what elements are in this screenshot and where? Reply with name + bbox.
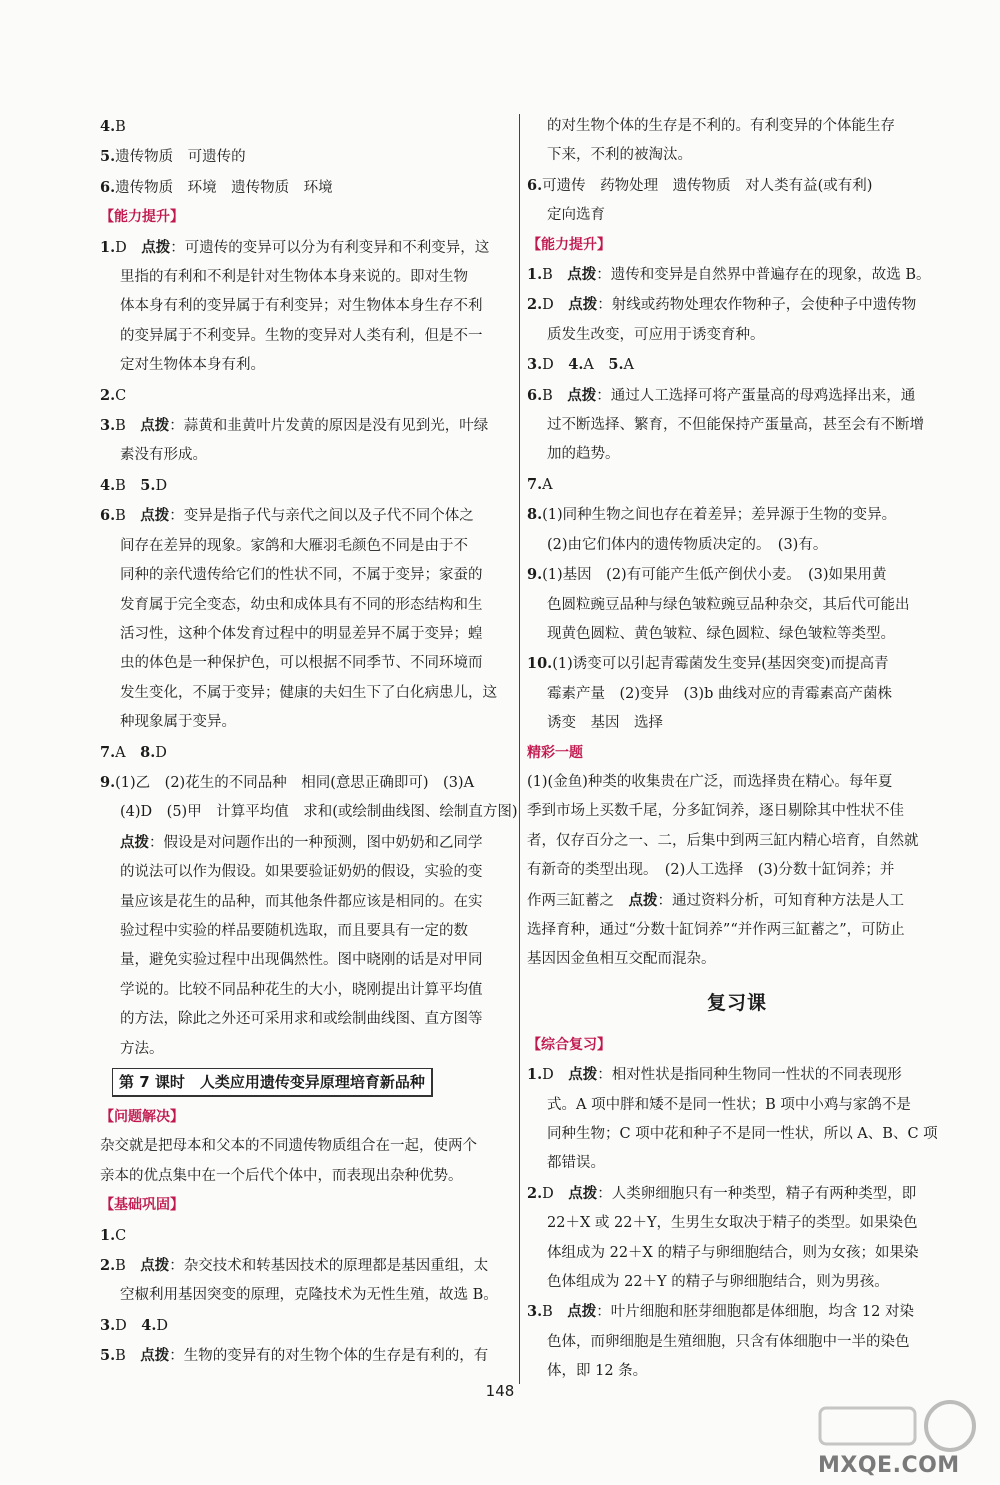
answer-text-line (100, 1005, 512, 1034)
answer-text: 22＋X 或 22＋Y，生男生女取决于精子的类型。如果染色 (547, 1215, 918, 1232)
answer-text: 式。A 项中胖和矮不是同一性状；B 项中小鸡与家鸽不是 (547, 1096, 911, 1113)
answer-text-line (100, 828, 512, 858)
answer-item (100, 142, 512, 172)
answer-text: (1)基因 (2)有可能产生低产倒伏小麦。 (3)如果用黄 (542, 567, 887, 584)
answer-text-line (527, 531, 947, 560)
answer-text-line (527, 1149, 947, 1178)
answer-text-line (527, 141, 947, 170)
item-number: 9. (527, 566, 543, 584)
item-number: 4. (141, 1316, 157, 1334)
answer-text-line (527, 916, 947, 945)
item-number: 7. (527, 475, 543, 493)
answer-text: ：通过资料分析，可知育种方法是人工 (657, 892, 904, 909)
hint-label: 点拨 (567, 386, 597, 404)
answer-text: 选择育种，通过“分数十缸饲养”“并作两三缸蓄之”，可防止 (527, 921, 905, 938)
answer-text: B (115, 1348, 141, 1365)
answer-text-line (100, 322, 512, 351)
item-number: 4. (100, 118, 116, 135)
answer-text: 都错误。 (547, 1155, 605, 1172)
item-number: 3. (527, 1303, 543, 1321)
item-number: 6. (527, 386, 543, 404)
answer-text-line (527, 201, 947, 230)
answer-text: ：叶片细胞和胚芽细胞都是体细胞，均含 12 对染 (596, 1304, 914, 1321)
answer-text: 定向选育 (547, 207, 605, 224)
answer-text-line (527, 797, 947, 826)
answer-text-line (100, 1132, 512, 1161)
answer-item (100, 1341, 512, 1371)
answer-text-line (100, 679, 512, 708)
answer-text-line (100, 532, 512, 561)
answer-text: 的变异属于不利变异。生物的变异对人类有利，但是不一 (120, 327, 483, 344)
answer-text: 活习性，这种个体发育过程中的明显差异不属于变异；蝗 (120, 625, 483, 642)
answer-text-line (527, 768, 947, 797)
answer-text: (1)诱变可以引起青霉菌发生变异(基因突变)而提高青 (552, 656, 889, 673)
answer-text: 方法。 (120, 1040, 164, 1057)
hint-label: 点拨 (141, 238, 171, 256)
answer-text-line (100, 351, 512, 380)
answer-text: C (115, 1227, 127, 1244)
answer-item (527, 290, 947, 320)
answer-text: 色体，而卵细胞是生殖细胞，只含有体细胞中一半的染色 (547, 1333, 910, 1350)
answer-item (527, 1060, 947, 1090)
answer-text: 可遗传 药物处理 遗传物质 对人类有益(或有利) (542, 177, 873, 194)
answer-text: B (542, 267, 568, 284)
answer-text: 体本身有利的变异属于有利变异；对生物体本身生存不利 (120, 298, 483, 315)
hint-label: 点拨 (568, 1184, 598, 1202)
answer-text-line (100, 591, 512, 620)
hint-label: 点拨 (568, 296, 598, 314)
answer-text: 霉素产量 (2)变异 (3)b 曲线对应的青霉素高产菌株 (547, 685, 892, 702)
answer-item (527, 1297, 947, 1327)
answer-text-line (100, 263, 512, 292)
answer-text: 学说的。比较不同品种花生的大小，晓刚提出计算平均值 (120, 981, 483, 998)
item-number: 5. (608, 356, 624, 374)
answer-text: 杂交就是把母本和父本的不同遗传物质组合在一起，使两个 (100, 1138, 477, 1155)
answer-item (100, 173, 512, 203)
item-number: 1. (527, 1066, 543, 1084)
answer-text-line (527, 680, 947, 709)
answer-text-line (100, 441, 512, 470)
answer-text: 的对生物个体的生存是不利的。有利变异的个体能生存 (547, 118, 895, 134)
answer-text-line (100, 888, 512, 917)
item-number: 5. (140, 476, 156, 494)
answer-text: B (115, 119, 126, 135)
answer-text: ：射线或药物处理农作物种子，会使种子中遗传物 (597, 297, 917, 314)
answer-text-line (527, 620, 947, 649)
answer-text: 遗传物质 环境 遗传物质 环境 (115, 179, 333, 196)
answer-text: ：遗传和变异是自然界中普遍存在的现象，故选 B。 (596, 267, 931, 284)
hint-label: 点拨 (120, 833, 149, 851)
answer-text-line (100, 292, 512, 321)
answer-item (100, 471, 512, 501)
answer-text: 亲本的优点集中在一个后代个体中，而表现出杂种优势。 (100, 1167, 463, 1184)
item-number: 3. (100, 1316, 116, 1334)
section-heading: 【综合复习】 (527, 1036, 611, 1053)
answer-text: 量，避免实验过程中出现偶然性。图中晓刚的话是对甲同 (120, 952, 483, 969)
answer-text-line (527, 856, 947, 885)
answer-text: 过不断选择、繁育，不但能保持产蛋量高，甚至会有不断增 (547, 417, 924, 434)
answer-text-line (527, 709, 947, 738)
answer-text-line (100, 798, 518, 827)
answer-text-line (527, 1209, 947, 1238)
answer-text: 同种生物；C 项中花和种子不是同一性状，所以 A、B、C 项 (547, 1126, 938, 1142)
answer-text: (2)由它们体内的遗传物质决定的。 (3)有。 (547, 536, 828, 553)
watermark-site: MXQE.COM (818, 1453, 960, 1478)
item-number: 1. (527, 266, 543, 284)
answer-text-line (100, 917, 512, 946)
answer-text-line (527, 440, 947, 469)
hint-label: 点拨 (140, 507, 170, 525)
answer-text-line (527, 1239, 947, 1268)
answer-text-line (527, 321, 947, 350)
answer-text: ：生物的变异有的对生物个体的生存是有利的，有 (169, 1348, 489, 1365)
answer-text: 者，仅存百分之一、二，后集中到两三缸内精心培育，自然就 (527, 832, 919, 849)
answer-text: A (542, 476, 553, 493)
answer-text: (1)同种生物之间也存在着差异；差异源于生物的变异。 (542, 507, 897, 524)
left-column (100, 112, 518, 1372)
hint-label: 点拨 (140, 1257, 170, 1275)
answer-text: 有新奇的类型出现。 (2)人工选择 (3)分数十缸饲养；并 (527, 862, 895, 879)
answer-text: A (623, 357, 635, 374)
section-heading: 【能力提升】 (100, 209, 184, 226)
item-number: 5. (100, 148, 116, 166)
answer-text: B (115, 418, 141, 435)
column-divider (519, 114, 520, 1384)
answer-item (527, 1179, 947, 1209)
answer-text-line (527, 1328, 947, 1357)
answer-text: 验过程中实验的样品要随机选取，而且要具有一定的数 (120, 922, 468, 939)
answer-item (100, 768, 512, 798)
item-number: 1. (100, 1226, 116, 1244)
answer-text: ：可遗传的变异可以分为有利变异和不利变异，这 (170, 239, 490, 256)
answer-text-line (527, 411, 947, 440)
answer-text-line (100, 976, 512, 1005)
answer-text: 基因因金鱼相互交配而混杂。 (527, 951, 716, 968)
answer-text: 里指的有利和不利是针对生物体本身来说的。即对生物 (120, 269, 468, 286)
answer-text: 种现象属于变异。 (120, 714, 236, 731)
lesson-title: 第 7 课时 人类应用遗传变异原理培育新品种 (112, 1068, 433, 1097)
answer-text: 体，即 12 条。 (547, 1363, 648, 1380)
answer-text-line (527, 827, 947, 856)
answer-item (527, 171, 947, 201)
answer-text: 空椒利用基因突变的原理，克隆技术为无性生殖，故选 B。 (120, 1287, 498, 1304)
answer-text: D (542, 297, 569, 314)
item-number: 8. (140, 743, 156, 761)
answer-text-line (100, 708, 512, 737)
answer-text: 体组成为 22＋X 的精子与卵细胞结合，则为女孩；如果染 (547, 1244, 919, 1261)
answer-item (100, 381, 512, 411)
section-heading: 【能力提升】 (527, 236, 611, 253)
answer-item (100, 501, 512, 531)
answer-text: ：杂交技术和转基因技术的原理都是基因重组，太 (169, 1258, 489, 1275)
answer-item (100, 233, 512, 263)
answer-text: B (115, 477, 141, 494)
answer-text: D (542, 1067, 569, 1084)
answer-item (100, 411, 512, 441)
answer-text-line (100, 1035, 512, 1064)
item-number: 2. (100, 1257, 116, 1275)
answer-item (527, 260, 947, 290)
answer-text: 色体组成为 22＋Y 的精子与卵细胞结合，则为男孩。 (547, 1274, 889, 1291)
answer-text: D (156, 1317, 169, 1334)
answer-item (100, 1311, 512, 1341)
answer-text-line (100, 858, 512, 887)
hint-label: 点拨 (567, 1303, 597, 1321)
answer-text: 量应该是花生的品种，而其他条件都应该是相同的。在实 (120, 893, 483, 910)
answer-text: 间存在差异的现象。家鸽和大雁羽毛颜色不同是由于不 (120, 537, 468, 554)
answer-item (100, 112, 512, 142)
answer-text: C (115, 387, 127, 404)
item-number: 8. (527, 506, 543, 524)
answer-text: 的说法可以作为假设。如果要验证奶奶的假设，实验的变 (120, 864, 483, 881)
answer-text: 素没有形成。 (120, 447, 207, 464)
answer-text: 的方法，除此之外还可采用求和或绘制曲线图、直方图等 (120, 1011, 483, 1028)
answer-text: 发育属于完全变态，幼虫和成体具有不同的形态结构和生 (120, 596, 483, 613)
answer-text-line (100, 561, 512, 590)
item-number: 3. (527, 356, 543, 374)
hint-label: 点拨 (567, 266, 597, 284)
answer-text: D (542, 1185, 569, 1202)
answer-text-line (527, 591, 947, 620)
section-heading: 【基础巩固】 (100, 1197, 184, 1214)
answer-item (527, 381, 947, 411)
hint-label: 点拨 (628, 891, 658, 909)
answer-text: D (542, 357, 569, 374)
answer-text: ：变异是指子代与亲代之间以及子代不同个体之 (169, 508, 474, 525)
answer-text: 季到市场上买数千尾，分多缸饲养，逐日剔除其中性状不佳 (527, 803, 904, 820)
answer-text: 遗传物质 可遗传的 (115, 149, 246, 166)
answer-text: B (542, 387, 568, 404)
review-title: 复习课 (706, 991, 767, 1014)
item-number: 4. (100, 476, 116, 494)
answer-text: (4)D (5)甲 计算平均值 求和(或绘制曲线图、绘制直方图) (120, 804, 518, 821)
item-number: 6. (100, 178, 116, 196)
answer-text: 现黄色圆粒、黄色皱粒、绿色圆粒、绿色皱粒等类型。 (547, 625, 895, 642)
answer-text: B (115, 1258, 141, 1275)
answer-text-line (100, 946, 512, 975)
answer-text: A (583, 357, 609, 374)
answer-text: 色圆粒豌豆品种与绿色皱粒豌豆品种杂交，其后代可能出 (547, 596, 910, 613)
answer-text: 同种的亲代遗传给它们的性状不同，不属于变异；家蚕的 (120, 567, 483, 584)
answer-text: 虫的体色是一种保护色，可以根据不同季节、不同环境而 (120, 655, 483, 672)
section-heading: 精彩一题 (527, 744, 583, 761)
answer-text: 下来，不利的被淘汰。 (547, 147, 692, 164)
answer-text: B (542, 1304, 568, 1321)
item-number: 7. (100, 743, 116, 761)
answer-text: ：人类卵细胞只有一种类型，精子有两种类型，即 (597, 1185, 917, 1202)
answer-item (100, 1221, 512, 1251)
hint-label: 点拨 (568, 1066, 598, 1084)
answer-text-line (527, 886, 947, 916)
answer-text: (1)乙 (2)花生的不同品种 相同(意思正确即可) (3)A (115, 774, 475, 791)
answer-text: A (115, 744, 141, 761)
item-number: 2. (527, 296, 543, 314)
answer-text-line (100, 649, 512, 678)
page-number: 148 (485, 1382, 515, 1400)
answer-text-line (527, 1091, 947, 1120)
answer-text: B (115, 508, 141, 525)
answer-text: 作两三缸蓄之 (527, 892, 629, 909)
hint-label: 点拨 (140, 417, 170, 435)
item-number: 3. (100, 417, 116, 435)
answer-text-line (100, 1281, 512, 1310)
answer-text-line (100, 1162, 512, 1191)
item-number: 1. (100, 238, 116, 256)
item-number: 9. (100, 773, 116, 791)
answer-text-line (100, 620, 512, 649)
answer-text: 发生变化，不属于变异；健康的夫妇生下了白化病患儿，这 (120, 684, 497, 701)
item-number: 2. (100, 386, 116, 404)
item-number: 10. (527, 655, 553, 673)
answer-text-line (527, 112, 947, 141)
answer-text: D (155, 477, 168, 494)
answer-text: D (115, 1317, 142, 1334)
answer-text-line (527, 1120, 947, 1149)
answer-item (100, 1251, 512, 1281)
answer-item (527, 560, 947, 590)
item-number: 2. (527, 1184, 543, 1202)
section-heading: 【问题解决】 (100, 1109, 184, 1125)
item-number: 5. (100, 1347, 116, 1365)
answer-text: 诱变 基因 选择 (547, 715, 663, 732)
answer-text: (1)(金鱼)种类的收集贵在广泛，而选择贵在精心。每年夏 (527, 773, 893, 790)
answer-text: ：通过人工选择可将产蛋量高的母鸡选择出来，通 (596, 387, 916, 404)
answer-text: 定对生物体本身有利。 (120, 357, 265, 374)
answer-item (527, 470, 947, 500)
answer-item (100, 738, 512, 768)
answer-text: 质发生改变，可应用于诱变育种。 (547, 326, 765, 343)
answer-item (527, 350, 947, 380)
hint-label: 点拨 (140, 1347, 170, 1365)
answer-text-line (527, 1268, 947, 1297)
answer-text: ：蒜黄和韭黄叶片发黄的原因是没有见到光，叶绿 (169, 418, 489, 435)
item-number: 4. (568, 356, 584, 374)
item-number: 6. (100, 507, 116, 525)
answer-item (527, 500, 947, 530)
answer-text-line (527, 945, 947, 974)
answer-text: D (155, 744, 167, 761)
answer-text: ：假设是对问题作出的一种预测，图中奶奶和乙同学 (149, 834, 483, 851)
item-number: 6. (527, 176, 543, 194)
answer-text: ：相对性状是指同种生物同一性状的不同表现形 (597, 1067, 902, 1084)
answer-text: 加的趋势。 (547, 446, 620, 463)
answer-text: D (115, 239, 142, 256)
right-column (527, 112, 947, 1387)
answer-item (527, 649, 947, 679)
